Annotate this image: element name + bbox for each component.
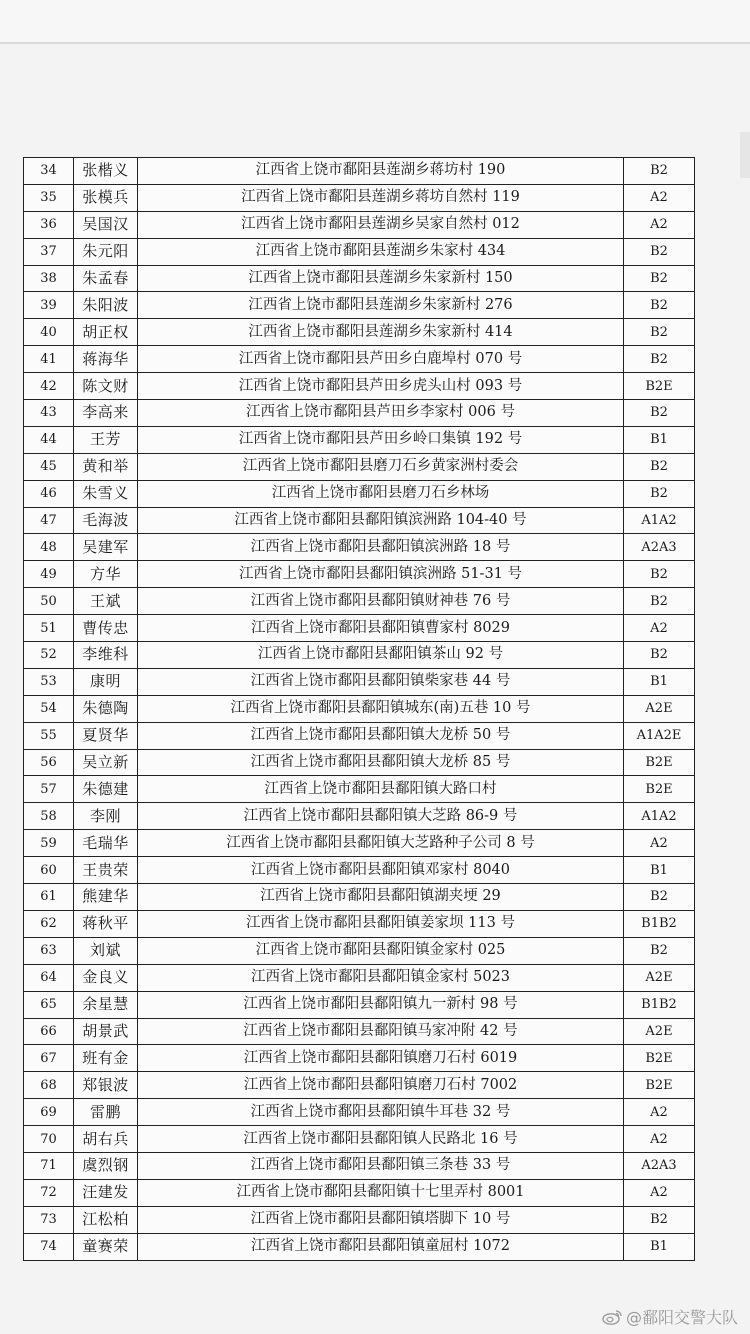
address-cell: 江西省上饶市鄱阳县芦田乡白鹿埠村 070 号 xyxy=(138,346,624,373)
row-number-cell: 45 xyxy=(24,453,74,480)
table-row xyxy=(24,803,695,830)
person-name-cell: 童赛荣 xyxy=(74,1233,138,1260)
address-cell: 江西省上饶市鄱阳县芦田乡岭口集镇 192 号 xyxy=(138,426,624,453)
person-name-cell: 朱元阳 xyxy=(74,238,138,265)
row-number-cell: 36 xyxy=(24,211,74,238)
table-row xyxy=(24,400,695,427)
license-class-cell: B2 xyxy=(624,561,695,588)
address-cell: 江西省上饶市鄱阳县鄱阳镇大龙桥 85 号 xyxy=(138,749,624,776)
table-row xyxy=(24,722,695,749)
row-number-cell: 61 xyxy=(24,884,74,911)
license-class-cell: B1B2 xyxy=(624,910,695,937)
license-class-cell: B2 xyxy=(624,1206,695,1233)
row-number-cell: 68 xyxy=(24,1072,74,1099)
address-cell: 江西省上饶市鄱阳县莲湖乡朱家新村 414 xyxy=(138,319,624,346)
address-cell: 江西省上饶市鄱阳县鄱阳镇大龙桥 50 号 xyxy=(138,722,624,749)
license-class-cell: B2 xyxy=(624,238,695,265)
person-name-cell: 刘斌 xyxy=(74,937,138,964)
person-name-cell: 陈文财 xyxy=(74,373,138,400)
table-row xyxy=(24,776,695,803)
person-name-cell: 张模兵 xyxy=(74,184,138,211)
person-name-cell: 王芳 xyxy=(74,426,138,453)
license-class-cell: B2 xyxy=(624,292,695,319)
license-class-cell: B1 xyxy=(624,426,695,453)
address-cell: 江西省上饶市鄱阳县磨刀石乡林场 xyxy=(138,480,624,507)
watermark-text: @鄱阳交警大队 xyxy=(625,1308,738,1327)
address-cell: 江西省上饶市鄱阳县鄱阳镇茶山 92 号 xyxy=(138,642,624,669)
watermark xyxy=(602,1305,738,1328)
address-cell: 江西省上饶市鄱阳县莲湖乡吴家自然村 012 xyxy=(138,211,624,238)
row-number-cell: 70 xyxy=(24,1126,74,1153)
license-class-cell: A2 xyxy=(624,1126,695,1153)
row-number-cell: 40 xyxy=(24,319,74,346)
document-table-container xyxy=(23,157,694,1261)
table-row xyxy=(24,588,695,615)
table-row xyxy=(24,749,695,776)
address-cell: 江西省上饶市鄱阳县鄱阳镇城东(南)五巷 10 号 xyxy=(138,695,624,722)
table-row xyxy=(24,910,695,937)
table-row xyxy=(24,1206,695,1233)
license-class-cell: A2 xyxy=(624,211,695,238)
license-class-cell: B2 xyxy=(624,346,695,373)
person-name-cell: 曹传忠 xyxy=(74,615,138,642)
address-cell: 江西省上饶市鄱阳县鄱阳镇童屈村 1072 xyxy=(138,1233,624,1260)
table-row xyxy=(24,991,695,1018)
row-number-cell: 51 xyxy=(24,615,74,642)
license-class-cell: B2 xyxy=(624,642,695,669)
address-cell: 江西省上饶市鄱阳县鄱阳镇滨洲路 104-40 号 xyxy=(138,507,624,534)
row-number-cell: 65 xyxy=(24,991,74,1018)
license-class-cell: B2 xyxy=(624,400,695,427)
row-number-cell: 73 xyxy=(24,1206,74,1233)
license-class-cell: A1A2 xyxy=(624,507,695,534)
table-row xyxy=(24,1179,695,1206)
person-name-cell: 班有金 xyxy=(74,1045,138,1072)
license-class-cell: A2A3 xyxy=(624,1152,695,1179)
license-class-cell: B2E xyxy=(624,749,695,776)
person-name-cell: 毛海波 xyxy=(74,507,138,534)
person-name-cell: 李维科 xyxy=(74,642,138,669)
address-cell: 江西省上饶市鄱阳县鄱阳镇湖夹埂 29 xyxy=(138,884,624,911)
person-name-cell: 王斌 xyxy=(74,588,138,615)
table-row xyxy=(24,884,695,911)
row-number-cell: 74 xyxy=(24,1233,74,1260)
table-row xyxy=(24,507,695,534)
person-name-cell: 朱孟春 xyxy=(74,265,138,292)
address-cell: 江西省上饶市鄱阳县莲湖乡朱家新村 150 xyxy=(138,265,624,292)
table-row xyxy=(24,211,695,238)
page-edge-mark xyxy=(740,132,750,178)
license-class-cell: A2 xyxy=(624,830,695,857)
row-number-cell: 38 xyxy=(24,265,74,292)
license-class-cell: B2 xyxy=(624,937,695,964)
license-class-cell: A2 xyxy=(624,184,695,211)
person-name-cell: 熊建华 xyxy=(74,884,138,911)
license-class-cell: B1B2 xyxy=(624,991,695,1018)
table-row xyxy=(24,292,695,319)
license-class-cell: A2E xyxy=(624,964,695,991)
record-table xyxy=(23,157,695,1261)
address-cell: 江西省上饶市鄱阳县磨刀石乡黄家洲村委会 xyxy=(138,453,624,480)
person-name-cell: 雷鹏 xyxy=(74,1099,138,1126)
address-cell: 江西省上饶市鄱阳县鄱阳镇滨洲路 18 号 xyxy=(138,534,624,561)
table-row xyxy=(24,561,695,588)
person-name-cell: 郑银波 xyxy=(74,1072,138,1099)
row-number-cell: 69 xyxy=(24,1099,74,1126)
license-class-cell: A2 xyxy=(624,1099,695,1126)
license-class-cell: A2E xyxy=(624,1018,695,1045)
row-number-cell: 50 xyxy=(24,588,74,615)
row-number-cell: 66 xyxy=(24,1018,74,1045)
table-row xyxy=(24,1126,695,1153)
person-name-cell: 朱德建 xyxy=(74,776,138,803)
row-number-cell: 42 xyxy=(24,373,74,400)
table-row xyxy=(24,158,695,185)
address-cell: 江西省上饶市鄱阳县鄱阳镇柴家巷 44 号 xyxy=(138,668,624,695)
person-name-cell: 吴建军 xyxy=(74,534,138,561)
person-name-cell: 方华 xyxy=(74,561,138,588)
address-cell: 江西省上饶市鄱阳县莲湖乡蒋坊自然村 119 xyxy=(138,184,624,211)
license-class-cell: B2 xyxy=(624,588,695,615)
license-class-cell: B2E xyxy=(624,1072,695,1099)
row-number-cell: 43 xyxy=(24,400,74,427)
table-row xyxy=(24,265,695,292)
license-class-cell: B2 xyxy=(624,319,695,346)
table-row xyxy=(24,1099,695,1126)
license-class-cell: B2 xyxy=(624,453,695,480)
license-class-cell: B2 xyxy=(624,884,695,911)
address-cell: 江西省上饶市鄱阳县鄱阳镇金家村 5023 xyxy=(138,964,624,991)
row-number-cell: 35 xyxy=(24,184,74,211)
row-number-cell: 67 xyxy=(24,1045,74,1072)
person-name-cell: 李刚 xyxy=(74,803,138,830)
person-name-cell: 康明 xyxy=(74,668,138,695)
address-cell: 江西省上饶市鄱阳县鄱阳镇大路口村 xyxy=(138,776,624,803)
table-row xyxy=(24,1045,695,1072)
address-cell: 江西省上饶市鄱阳县鄱阳镇十七里弄村 8001 xyxy=(138,1179,624,1206)
person-name-cell: 胡正权 xyxy=(74,319,138,346)
person-name-cell: 张楷义 xyxy=(74,158,138,185)
row-number-cell: 47 xyxy=(24,507,74,534)
address-cell: 江西省上饶市鄱阳县鄱阳镇磨刀石村 6019 xyxy=(138,1045,624,1072)
license-class-cell: B1 xyxy=(624,857,695,884)
record-table-body xyxy=(24,158,695,1261)
row-number-cell: 57 xyxy=(24,776,74,803)
row-number-cell: 72 xyxy=(24,1179,74,1206)
person-name-cell: 毛瑞华 xyxy=(74,830,138,857)
person-name-cell: 虞烈钢 xyxy=(74,1152,138,1179)
table-row xyxy=(24,319,695,346)
license-class-cell: B1 xyxy=(624,668,695,695)
person-name-cell: 夏贤华 xyxy=(74,722,138,749)
table-row xyxy=(24,373,695,400)
table-row xyxy=(24,830,695,857)
table-row xyxy=(24,964,695,991)
person-name-cell: 王贵荣 xyxy=(74,857,138,884)
row-number-cell: 34 xyxy=(24,158,74,185)
address-cell: 江西省上饶市鄱阳县鄱阳镇大芝路种子公司 8 号 xyxy=(138,830,624,857)
address-cell: 江西省上饶市鄱阳县鄱阳镇牛耳巷 32 号 xyxy=(138,1099,624,1126)
table-row xyxy=(24,937,695,964)
table-row xyxy=(24,534,695,561)
table-row xyxy=(24,346,695,373)
top-divider xyxy=(0,42,750,44)
table-row xyxy=(24,453,695,480)
row-number-cell: 39 xyxy=(24,292,74,319)
row-number-cell: 49 xyxy=(24,561,74,588)
person-name-cell: 汪建发 xyxy=(74,1179,138,1206)
person-name-cell: 吴国汉 xyxy=(74,211,138,238)
address-cell: 江西省上饶市鄱阳县芦田乡李家村 006 号 xyxy=(138,400,624,427)
person-name-cell: 朱德陶 xyxy=(74,695,138,722)
row-number-cell: 46 xyxy=(24,480,74,507)
person-name-cell: 蒋秋平 xyxy=(74,910,138,937)
table-row xyxy=(24,615,695,642)
license-class-cell: B1 xyxy=(624,1233,695,1260)
table-row xyxy=(24,857,695,884)
license-class-cell: A2E xyxy=(624,695,695,722)
table-row xyxy=(24,1152,695,1179)
address-cell: 江西省上饶市鄱阳县鄱阳镇磨刀石村 7002 xyxy=(138,1072,624,1099)
address-cell: 江西省上饶市鄱阳县莲湖乡朱家新村 276 xyxy=(138,292,624,319)
address-cell: 江西省上饶市鄱阳县鄱阳镇滨洲路 51-31 号 xyxy=(138,561,624,588)
top-bar xyxy=(0,0,750,42)
person-name-cell: 余星慧 xyxy=(74,991,138,1018)
table-row xyxy=(24,1018,695,1045)
row-number-cell: 41 xyxy=(24,346,74,373)
table-row xyxy=(24,480,695,507)
address-cell: 江西省上饶市鄱阳县鄱阳镇金家村 025 xyxy=(138,937,624,964)
license-class-cell: A2 xyxy=(624,615,695,642)
person-name-cell: 朱阳波 xyxy=(74,292,138,319)
row-number-cell: 64 xyxy=(24,964,74,991)
row-number-cell: 37 xyxy=(24,238,74,265)
address-cell: 江西省上饶市鄱阳县鄱阳镇姜家坝 113 号 xyxy=(138,910,624,937)
address-cell: 江西省上饶市鄱阳县鄱阳镇塔脚下 10 号 xyxy=(138,1206,624,1233)
row-number-cell: 54 xyxy=(24,695,74,722)
address-cell: 江西省上饶市鄱阳县鄱阳镇马家冲附 42 号 xyxy=(138,1018,624,1045)
table-row xyxy=(24,668,695,695)
license-class-cell: A2A3 xyxy=(624,534,695,561)
address-cell: 江西省上饶市鄱阳县鄱阳镇大芝路 86-9 号 xyxy=(138,803,624,830)
table-row xyxy=(24,1233,695,1260)
row-number-cell: 55 xyxy=(24,722,74,749)
person-name-cell: 蒋海华 xyxy=(74,346,138,373)
license-class-cell: B2E xyxy=(624,373,695,400)
person-name-cell: 朱雪义 xyxy=(74,480,138,507)
address-cell: 江西省上饶市鄱阳县莲湖乡蒋坊村 190 xyxy=(138,158,624,185)
row-number-cell: 53 xyxy=(24,668,74,695)
table-row xyxy=(24,1072,695,1099)
license-class-cell: A1A2 xyxy=(624,803,695,830)
license-class-cell: B2 xyxy=(624,158,695,185)
license-class-cell: B2 xyxy=(624,480,695,507)
row-number-cell: 60 xyxy=(24,857,74,884)
row-number-cell: 56 xyxy=(24,749,74,776)
row-number-cell: 48 xyxy=(24,534,74,561)
row-number-cell: 62 xyxy=(24,910,74,937)
person-name-cell: 胡景武 xyxy=(74,1018,138,1045)
table-row xyxy=(24,184,695,211)
person-name-cell: 李高来 xyxy=(74,400,138,427)
person-name-cell: 胡右兵 xyxy=(74,1126,138,1153)
person-name-cell: 江松柏 xyxy=(74,1206,138,1233)
row-number-cell: 58 xyxy=(24,803,74,830)
license-class-cell: A1A2E xyxy=(624,722,695,749)
row-number-cell: 52 xyxy=(24,642,74,669)
license-class-cell: B2E xyxy=(624,1045,695,1072)
row-number-cell: 63 xyxy=(24,937,74,964)
table-row xyxy=(24,426,695,453)
address-cell: 江西省上饶市鄱阳县鄱阳镇邓家村 8040 xyxy=(138,857,624,884)
license-class-cell: A2 xyxy=(624,1179,695,1206)
row-number-cell: 44 xyxy=(24,426,74,453)
address-cell: 江西省上饶市鄱阳县芦田乡虎头山村 093 号 xyxy=(138,373,624,400)
row-number-cell: 71 xyxy=(24,1152,74,1179)
weibo-icon xyxy=(602,1309,622,1325)
address-cell: 江西省上饶市鄱阳县鄱阳镇九一新村 98 号 xyxy=(138,991,624,1018)
table-row xyxy=(24,238,695,265)
row-number-cell: 59 xyxy=(24,830,74,857)
table-row xyxy=(24,642,695,669)
address-cell: 江西省上饶市鄱阳县鄱阳镇财神巷 76 号 xyxy=(138,588,624,615)
address-cell: 江西省上饶市鄱阳县鄱阳镇人民路北 16 号 xyxy=(138,1126,624,1153)
person-name-cell: 金良义 xyxy=(74,964,138,991)
person-name-cell: 黄和举 xyxy=(74,453,138,480)
address-cell: 江西省上饶市鄱阳县鄱阳镇三条巷 33 号 xyxy=(138,1152,624,1179)
person-name-cell: 吴立新 xyxy=(74,749,138,776)
license-class-cell: B2 xyxy=(624,265,695,292)
license-class-cell: B2E xyxy=(624,776,695,803)
address-cell: 江西省上饶市鄱阳县鄱阳镇曹家村 8029 xyxy=(138,615,624,642)
table-row xyxy=(24,695,695,722)
address-cell: 江西省上饶市鄱阳县莲湖乡朱家村 434 xyxy=(138,238,624,265)
